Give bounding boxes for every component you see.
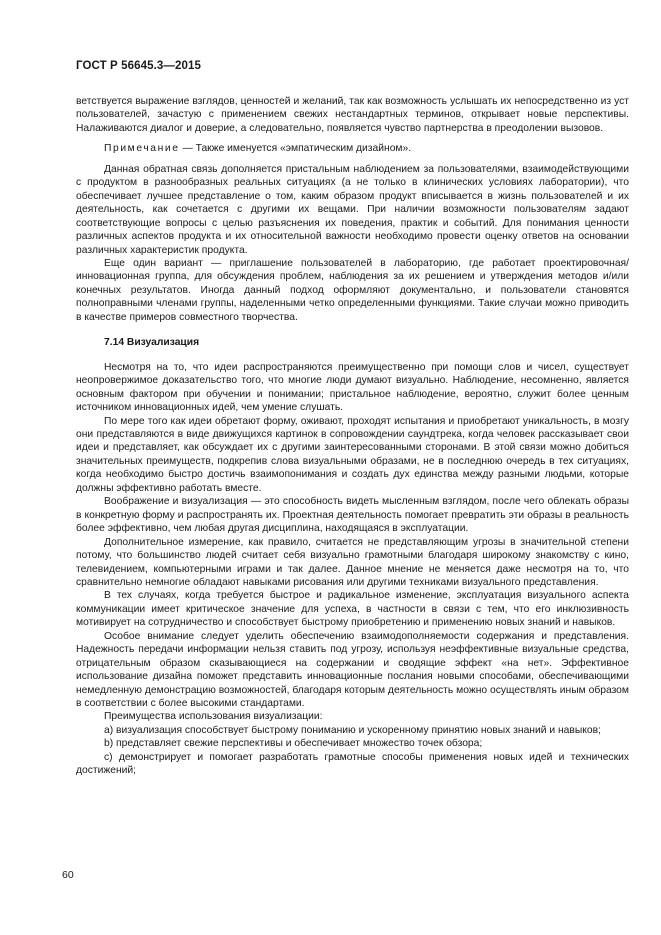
- list-item: b) представляет свежие перспективы и обеспечивает множество точек обзора;: [104, 738, 483, 750]
- paragraph: Дополнительное измерение, как правило, считается не представляющим угрозы в значительной степени потому, что большинство людей считает себя визуально грамотными благодаря широкому знакомству с кино, телевидением, компьютерными играми и так далее. Данное мнение не меняется даже несмотря на то, что сравнительно немногие обладают навыками рисования или другими техниками визуального представления.: [76, 536, 629, 588]
- note-text: — Также именуется «эмпатическим дизайном».: [179, 143, 412, 155]
- note: [76, 142, 629, 155]
- page-number: 60: [62, 869, 74, 881]
- paragraph: Воображение и визуализация — это способность видеть мысленным взглядом, после чего облекать образы в конкретную форму и распространять их. Проектная деятельность помогает превратить эти образы в реальность более эффективно, чем любая другая дисциплина, находящаяся в эксплуатации.: [76, 496, 629, 535]
- paragraph: Особое внимание следует уделить обеспечению взаимодополняемости содержания и представления. Надежность передачи информации нельзя ставить под угрозу, используя неэффективные визуальные средства, отрицательным образом сказывающиеся на содержании и сводящие эффект «на нет». Эффективное использование дизайна поможет представить инновационные послания новыми способами, обеспечивающими немедленную демонстрацию возможностей, благодаря которым деятельность можно осуществлять иным образом в соответствии с более высокими стандартами.: [76, 630, 629, 710]
- section-heading: 7.14 Визуализация: [104, 337, 200, 349]
- paragraph: Несмотря на то, что идеи распространяются преимущественно при помощи слов и чисел, существует неопровержимое доказательство того, что многие люди думают визуально. Наблюдение, несомненно, является основным фактором при обучении и понимании; пристальное наблюдение, вероятно, служит более ценным источником инновационных идей, чем умение слушать.: [76, 361, 629, 414]
- list-item: c) демонстрирует и помогает разработать грамотные способы применения новых идей и технических достижений;: [76, 751, 629, 777]
- paragraph: По мере того как идеи обретают форму, оживают, проходят испытания и приобретают уникальность, в мозгу они представляются в виде движущихся картинок в сопровождении саундтрека, когда человек рассказывает свои идеи и представляет, как обсуждает их с другими заинтересованными сторонами. В этой связи можно добиться значительных преимуществ, подкрепив слова визуальными образами, не в последнюю очередь в тех ситуациях, когда необходимо быстро достичь взаимопонимания и создать дух единства между разными людьми, которые должны эффективно работать вместе.: [76, 415, 629, 494]
- paragraph: Еще один вариант — приглашение пользователей в лабораторию, где работает проектировочная/инновационная группа, для обсуждения проблем, наблюдения за их решением и утверждения методов и/или конечных результатов. Иногда данный подход оформляют документально, и пользователи становятся полноправными членами группы, наделенными четко определенными функциями. Такие случаи можно приводить в качестве примеров совместного творчества.: [76, 257, 629, 323]
- document-header: ГОСТ Р 56645.3—2015: [76, 60, 201, 72]
- note-label: Примечание: [104, 143, 180, 155]
- list-item: а) визуализация способствует быстрому пониманию и ускоренному принятию новых знаний и навыков;: [104, 724, 601, 736]
- list-intro: Преимущества использования визуализации:: [104, 711, 323, 723]
- paragraph: ветствуется выражение взглядов, ценностей и желаний, так как возможность услышать их непосредственно из уст пользователей, зачастую с применением свежих нестандартных терминов, открывает новые перспективы. Налаживаются диалог и доверие, а следовательно, появляется чувство партнерства в преодолении вызовов.: [76, 96, 629, 134]
- paragraph: Данная обратная связь дополняется пристальным наблюдением за пользователями, взаимодействующими с продуктом в разнообразных реальных ситуациях (а не только в клинических условиях лаборатории), что обеспечивает лучшее представление о том, каким образом продукт вписывается в жизнь пользователей и их деятельность, как сочетается с другими их вещами. При наличии возможности пользователям задают соответствующие вопросы с целью разъяснения их поведения, практик и событий. Для понимания ценности различных аспектов продукта и их относительной важности необходимо провести оценку ответов на основании различных характеристик продукта.: [76, 163, 629, 256]
- document-body: [76, 95, 629, 778]
- paragraph: В тех случаях, когда требуется быстрое и радикальное изменение, эксплуатация визуального аспекта коммуникации имеет критическое значение для успеха, в частности в связи с тем, что его инклюзивность мотивирует на сотрудничество и способствует быстрому приобретению и применению новых знаний и навыков.: [76, 590, 629, 629]
